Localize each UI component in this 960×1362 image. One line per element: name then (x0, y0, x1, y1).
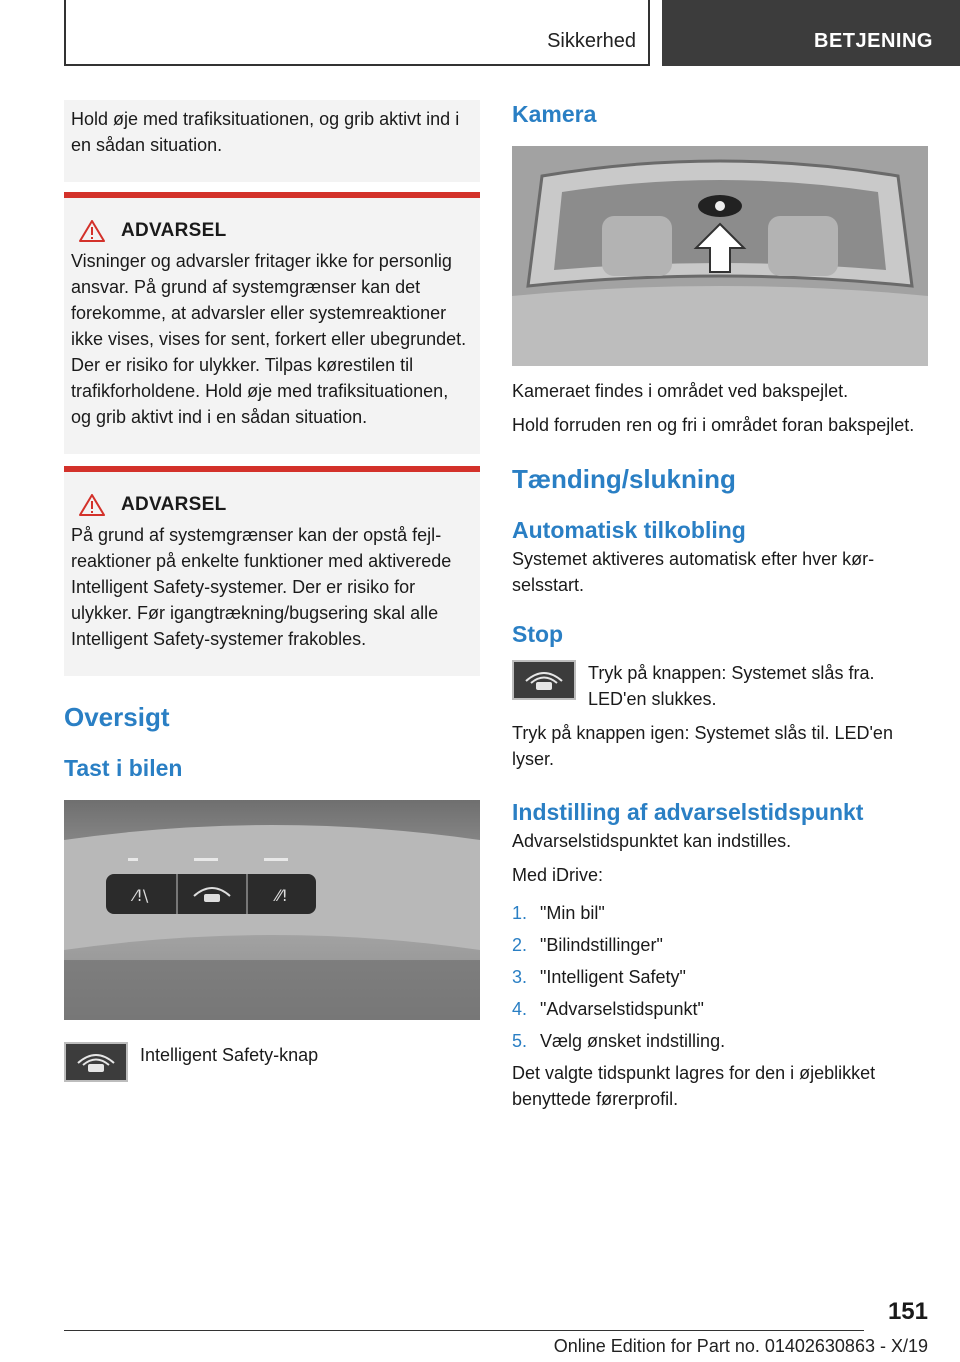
heading-warning-time: Indstilling af advarselstidspunkt (512, 799, 864, 825)
heading-overview: Oversigt (64, 702, 170, 732)
button-caption-row (64, 1042, 480, 1082)
button-panel-photo (64, 800, 480, 1020)
stop-text-2: Tryk på knappen igen: Systemet slås til. LED'en lyser. (512, 723, 893, 769)
warning-triangle-icon (79, 494, 105, 516)
header-chapter-tab: BETJENING (662, 0, 960, 66)
idrive-label: Med iDrive: (512, 865, 604, 885)
button-caption: Intelligent Safety-knap (140, 1045, 319, 1065)
idrive-steps-list (512, 900, 928, 1054)
closing-text: Det valgte tidspunkt lagres for den i øjeblikket benyttede førerprofil. (512, 1063, 876, 1109)
heading-camera: Kamera (512, 101, 597, 127)
header-section-title: Sikkerhed (547, 30, 636, 52)
camera-paragraph-2: Hold forruden ren og fri i området foran bakspejlet. (512, 415, 915, 435)
camera-paragraph-1: Kameraet findes i området ved bakspejlet. (512, 381, 849, 401)
heading-on-off: Tænding/slukning (512, 464, 736, 494)
left-column (64, 100, 480, 1082)
list-item: 1. "Min bil" (512, 903, 605, 923)
warning-box-1 (64, 192, 480, 454)
heading-stop: Stop (512, 621, 564, 647)
page-number: 151 (887, 1298, 928, 1325)
warning-title: ADVARSEL (121, 494, 227, 515)
intelligent-safety-icon (64, 1042, 128, 1082)
heading-auto-activation: Automatisk tilkobling (512, 517, 746, 543)
list-item: 2. "Bilindstillinger" (512, 935, 663, 955)
right-column (512, 100, 928, 1112)
warning-triangle-icon (79, 220, 105, 242)
note-box (64, 100, 480, 182)
warning-box-2 (64, 466, 480, 676)
warning-header (71, 492, 472, 518)
footer-edition: Online Edition for Part no. 01402630863 - X/19 (553, 1336, 928, 1356)
warning-text: På grund af systemgrænser kan der opstå fejlreaktioner på enkelte funktioner med aktiverede Intelligent Safety-systemer. Der er risiko for ulykker. Før igangtrækning/bugsering skal alle Intelligent Safety-systemer frakobles. (71, 525, 452, 649)
camera-photo (512, 146, 928, 366)
heading-button-in-car: Tast i bilen (64, 755, 183, 781)
windshield-camera-illustration (512, 146, 928, 366)
svg-text:⁄!\: ⁄!\ (133, 886, 149, 905)
warning-text: Visninger og advarsler fritager ikke for personlig ansvar. På grund af systemgrænser kan det forekomme, at advarsler eller systemreaktioner ikke vises, vises for sent, forkert eller ubegrundet. Der er risiko for ulykker. Tilpas kørestilen til trafikforholdene. Hold øje med trafiksituationen, og grib aktivt ind i en sådan situation. (71, 251, 467, 427)
auto-activation-text: Systemet aktiveres automatisk efter hver kørselsstart. (512, 549, 875, 595)
warning-title: ADVARSEL (121, 220, 227, 241)
warning-time-text: Advarselstidspunktet kan indstilles. (512, 831, 792, 851)
stop-text: Tryk på knappen: Systemet slås fra. LED'en slukkes. (588, 663, 875, 709)
stop-row (512, 660, 928, 712)
list-item: 5. Vælg ønsket indstilling. (512, 1031, 726, 1051)
list-item: 4. "Advarselstidspunkt" (512, 999, 704, 1019)
svg-text:⁄⁄!: ⁄⁄! (276, 886, 288, 905)
warning-header (71, 218, 472, 244)
list-item: 3. "Intelligent Safety" (512, 967, 686, 987)
intelligent-safety-icon (512, 660, 576, 700)
note-text: Hold øje med trafiksituationen, og grib aktivt ind i en sådan situation. (71, 109, 460, 155)
footer-divider (64, 1330, 864, 1331)
button-panel-illustration (64, 800, 480, 1020)
